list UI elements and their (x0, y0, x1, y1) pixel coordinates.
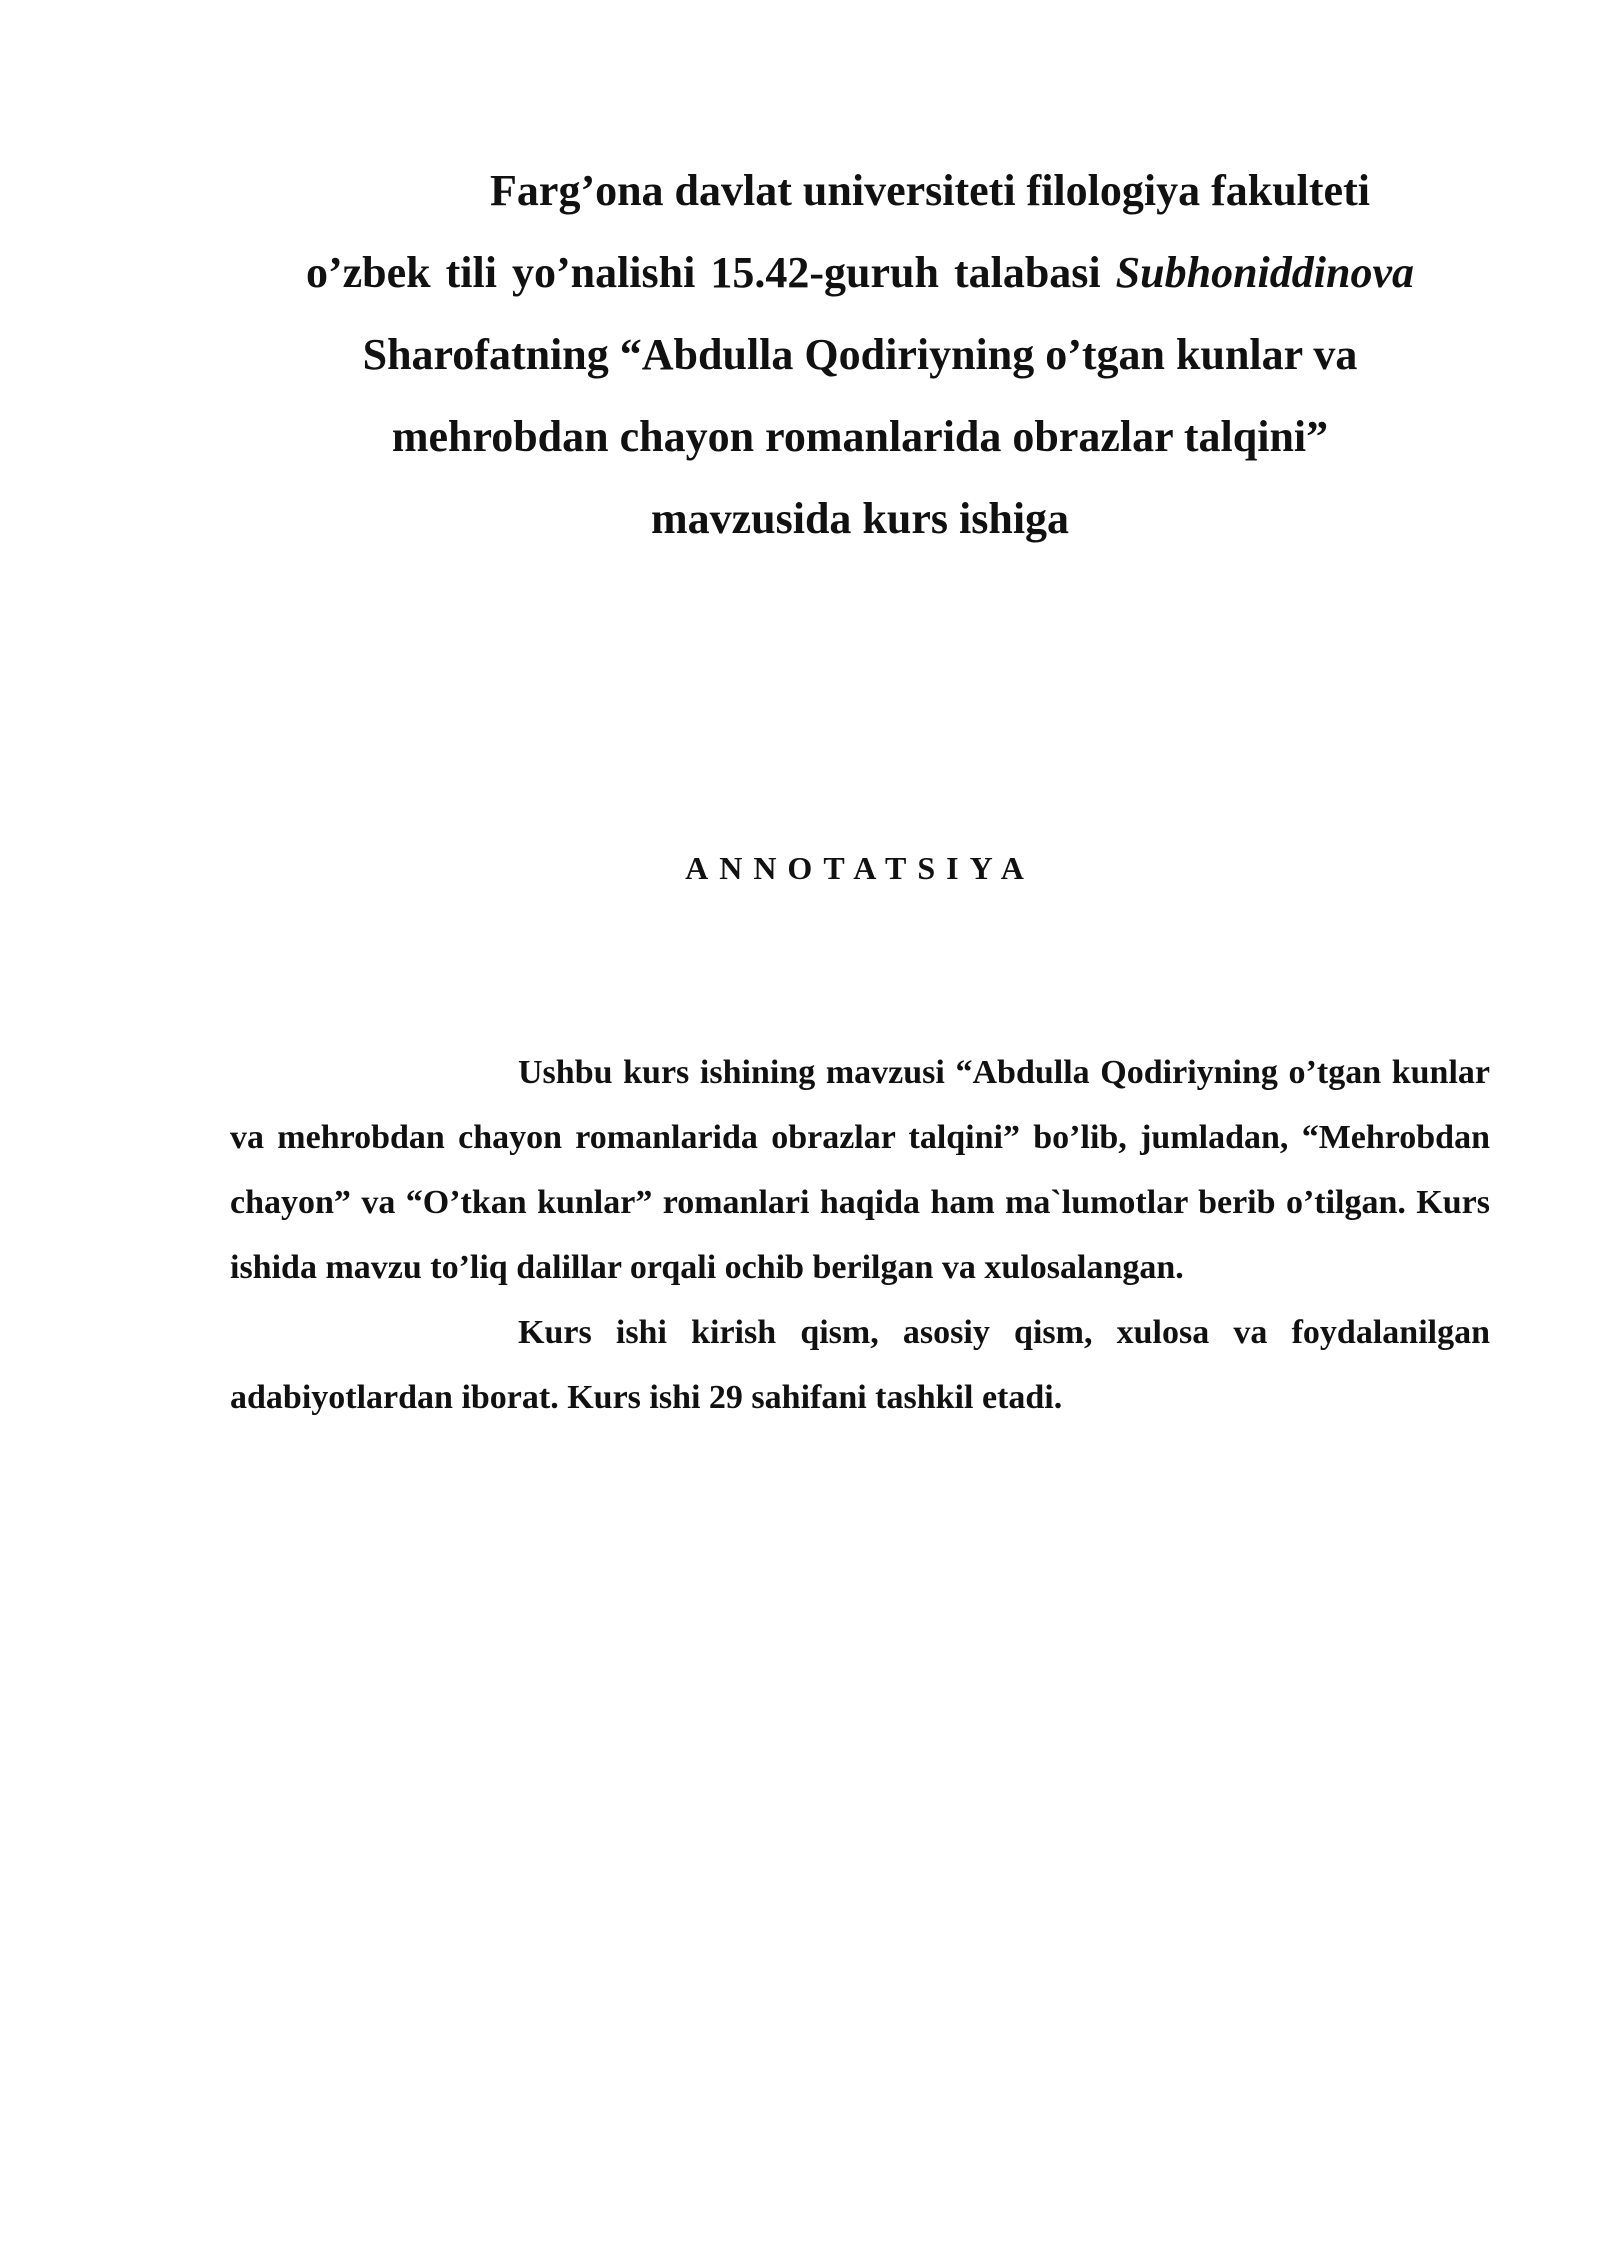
title-block (230, 150, 1490, 560)
annotation-body (230, 1040, 1490, 1430)
title-line-2 (230, 232, 1490, 314)
annotation-paragraph-2: Kurs ishi kirish qism, asosiy qism, xulosa va foydalanilgan adabiyotlardan iborat. Kurs ishi 29 sahifani tashkil etadi. (230, 1314, 1490, 1416)
student-name: Subhoniddinova (1115, 248, 1414, 297)
title-line-1: Farg’ona davlat universiteti filologiya fakulteti (490, 166, 1370, 215)
annotation-heading: ANNOTATSIYA (685, 850, 1035, 886)
annotation-paragraph-1: Ushbu kurs ishining mavzusi “Abdulla Qodiriyning o’tgan kunlar va mehrobdan chayon romanlarida obrazlar talqini” bo’lib, jumladan, “Mehrobdan chayon” va “O’tkan kunlar” romanlari haqida ham ma`lumotlar berib o’tilgan. Kurs ishida mavzu to’liq dalillar orqali ochib berilgan va xulosalangan. (230, 1054, 1490, 1286)
title-line-5: mavzusida kurs ishiga (650, 494, 1070, 543)
title-line-2-prefix: o’zbek tili yo’nalishi 15.42-guruh talabasi (305, 248, 1116, 297)
title-line-4: mehrobdan chayon romanlarida obrazlar talqini” (391, 412, 1329, 461)
title-line-3: Sharofatning “Abdulla Qodiriyning o’tgan kunlar va (362, 330, 1358, 379)
